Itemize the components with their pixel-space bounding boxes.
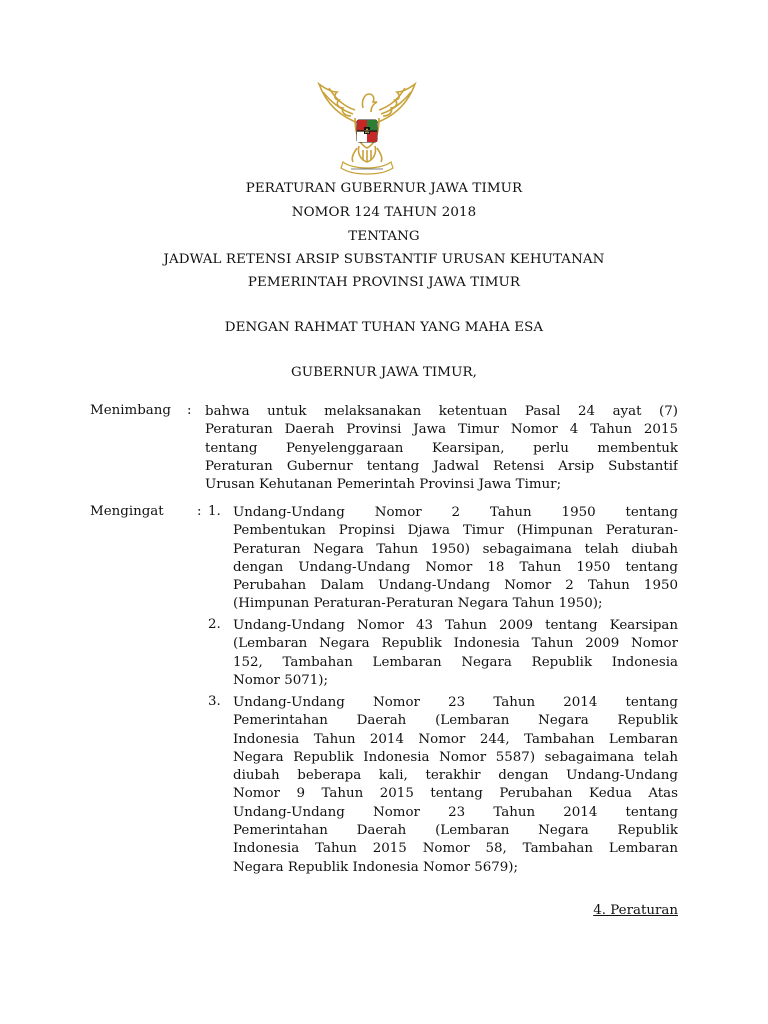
mengingat-item-3 <box>233 694 678 877</box>
text-line: Peraturan Daerah Provinsi Jawa Timur Nomor 4 Tahun 2015 <box>205 422 678 438</box>
mengingat-label: Mengingat <box>90 504 164 519</box>
text-line: Pemerintahan Daerah (Lembaran Negara Republik <box>233 823 678 839</box>
regulation-title: PERATURAN GUBERNUR JAWA TIMUR <box>245 181 523 196</box>
text-line: Peraturan Gubernur tentang Jadwal Retensi Arsip Substantif <box>205 458 678 474</box>
text-line: Nomor 9 Tahun 2015 tentang Perubahan Kedua Atas <box>233 786 678 802</box>
invocation: DENGAN RAHMAT TUHAN YANG MAHA ESA <box>224 320 544 335</box>
text-line: Negara Republik Indonesia Nomor 5679); <box>233 859 519 875</box>
text-line: Pembentukan Propinsi Djawa Timur (Himpunan Peraturan- <box>233 523 678 539</box>
mengingat-item-1 <box>233 504 678 614</box>
text-line: diubah beberapa kali, terakhir dengan Undang-Undang <box>233 768 678 784</box>
menimbang-text <box>205 403 678 494</box>
text-line: Undang-Undang Nomor 2 Tahun 1950 tentang <box>233 505 678 520</box>
regulation-subject-line2: PEMERINTAH PROVINSI JAWA TIMUR <box>247 275 521 290</box>
text-line: Nomor 5071); <box>233 672 329 688</box>
text-line: Pemerintahan Daerah (Lembaran Negara Republik <box>233 713 678 729</box>
mengingat-item-1-number: 1. <box>208 504 221 519</box>
regulation-subject: JADWAL RETENSI ARSIP SUBSTANTIF URUSAN KEHUTANAN <box>163 252 605 267</box>
text-line: Peraturan Negara Tahun 1950) sebagaimana telah diubah <box>233 541 678 557</box>
regulation-number: NOMOR 124 TAHUN 2018 <box>291 205 477 220</box>
text-line: Undang-Undang Nomor 23 Tahun 2014 tentang <box>233 804 678 820</box>
garuda-pancasila-emblem-icon <box>313 78 421 176</box>
governor-heading: GUBERNUR JAWA TIMUR, <box>290 365 478 380</box>
text-line: 152, Tambahan Lembaran Negara Republik Indonesia <box>233 654 678 670</box>
text-line: Indonesia Tahun 2015 Nomor 58, Tambahan Lembaran <box>233 841 678 857</box>
menimbang-colon: : <box>187 403 192 418</box>
text-line: Urusan Kehutanan Pemerintah Provinsi Jawa Timur; <box>205 477 562 493</box>
text-line: (Lembaran Negara Republik Indonesia Tahun 2009 Nomor <box>233 636 678 652</box>
mengingat-colon: : <box>197 504 202 519</box>
text-line: Undang-Undang Nomor 43 Tahun 2009 tentang Kearsipan <box>233 618 678 633</box>
text-line: dengan Undang-Undang Nomor 18 Tahun 1950 tentang <box>233 559 678 575</box>
mengingat-item-3-number: 3. <box>208 694 221 709</box>
text-line: (Himpunan Peraturan-Peraturan Negara Tahun 1950); <box>233 596 603 612</box>
next-page-catchword: 4. Peraturan <box>593 903 678 918</box>
mengingat-item-2 <box>233 617 678 690</box>
mengingat-item-2-number: 2. <box>208 617 221 632</box>
text-line: bahwa untuk melaksanakan ketentuan Pasal 24 ayat (7) <box>205 404 678 419</box>
regulation-tentang: TENTANG <box>348 229 420 244</box>
text-line: Perubahan Dalam Undang-Undang Nomor 2 Tahun 1950 <box>233 578 678 594</box>
text-line: tentang Penyelenggaraan Kearsipan, perlu membentuk <box>205 440 678 456</box>
text-line: Indonesia Tahun 2014 Nomor 244, Tambahan Lembaran <box>233 731 678 747</box>
text-line: Negara Republik Indonesia Nomor 5587) sebagaimana telah <box>233 749 678 765</box>
menimbang-label: Menimbang <box>90 403 171 418</box>
text-line: Undang-Undang Nomor 23 Tahun 2014 tentang <box>233 695 678 710</box>
